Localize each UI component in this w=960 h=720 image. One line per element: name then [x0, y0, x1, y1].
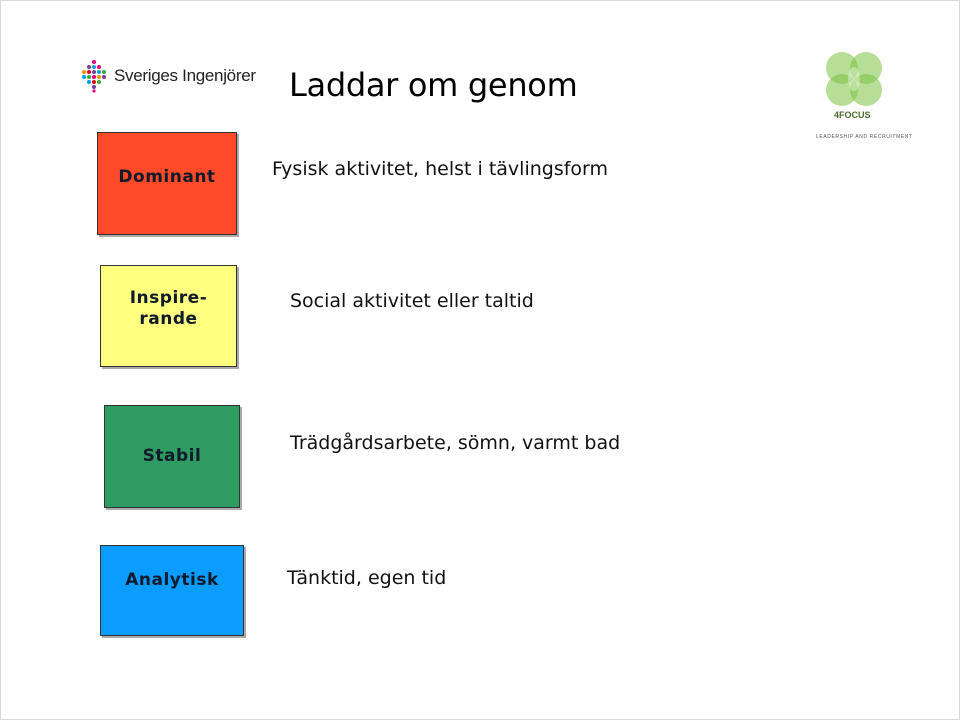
sveriges-ingenjorer-name: Sveriges Ingenjörer	[114, 66, 256, 85]
analytisk-text: Tänktid, egen tid	[287, 567, 447, 589]
stabil-text: Trädgårdsarbete, sömn, varmt bad	[290, 432, 621, 454]
inspirerande-text: Social aktivitet eller taltid	[290, 290, 534, 312]
dominant-label: Dominant	[118, 167, 216, 187]
dominant-text: Fysisk aktivitet, helst i tävlingsform	[272, 158, 609, 180]
dominant-box	[97, 132, 237, 235]
dots-cross-icon	[80, 59, 108, 93]
analytisk-label: Analytisk	[125, 570, 219, 590]
page-title: Laddar om genom	[289, 66, 578, 104]
4focus-name: 4FOCUS	[834, 110, 871, 120]
inspirerande-label	[130, 288, 208, 330]
sveriges-ingenjorer-logo	[80, 58, 256, 94]
inspirerande-label-line2: rande	[139, 309, 198, 329]
inspirerande-label-line1: Inspire-	[129, 288, 208, 308]
analytisk-box	[100, 545, 244, 636]
four-circles-icon	[812, 46, 896, 112]
inspirerande-box	[100, 265, 237, 367]
stabil-box	[104, 405, 240, 508]
4focus-tagline: LEADERSHIP AND RECRUITMENT	[816, 134, 913, 140]
stabil-label: Stabil	[142, 446, 202, 466]
4focus-logo	[812, 46, 913, 146]
